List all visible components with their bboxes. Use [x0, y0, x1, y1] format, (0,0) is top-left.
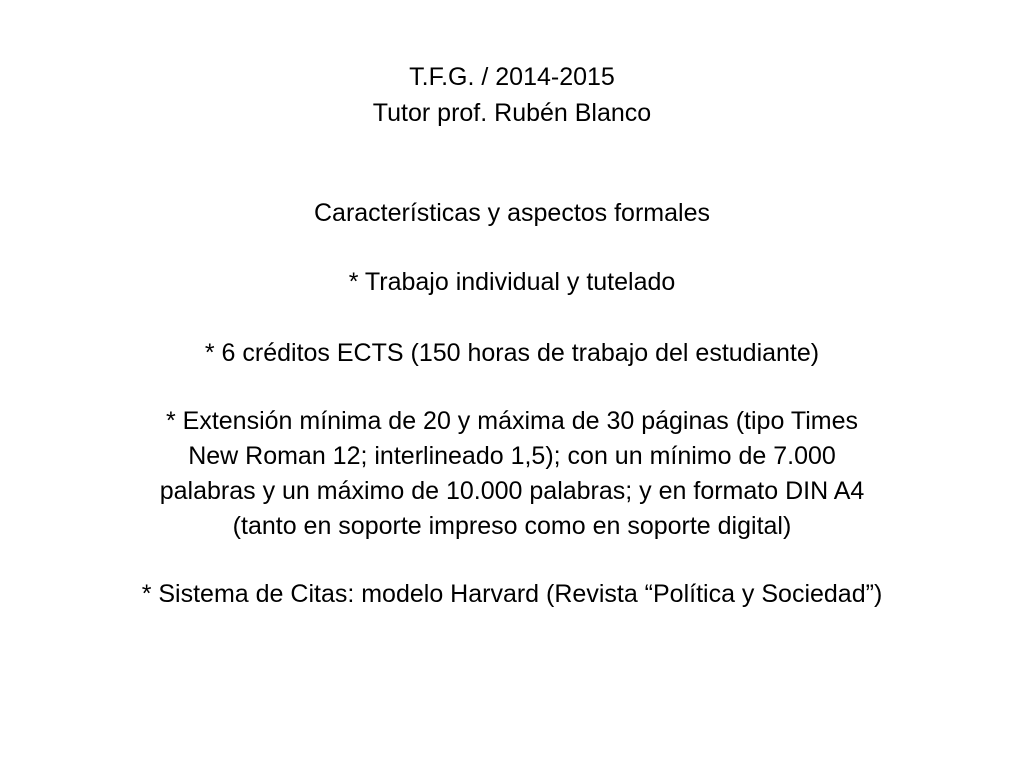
course-year: T.F.G. / 2014-2015: [409, 63, 615, 91]
bullet-ects-credits: * 6 créditos ECTS (150 horas de trabajo del estudiante): [204, 339, 820, 367]
tutor-name: Tutor prof. Rubén Blanco: [372, 99, 652, 127]
bullet-extension-line: (tanto en soporte impreso como en soporte digital): [232, 512, 792, 540]
bullet-extension-line: palabras y un máximo de 10.000 palabras; y en formato DIN A4: [159, 477, 865, 505]
section-title: Características y aspectos formales: [314, 199, 710, 227]
bullet-extension-line: * Extensión mínima de 20 y máxima de 30 páginas (tipo Times: [165, 407, 858, 435]
bullet-extension-line: New Roman 12; interlineado 1,5); con un mínimo de 7.000: [188, 442, 836, 470]
bullet-individual-work: * Trabajo individual y tutelado: [348, 268, 676, 296]
bullet-extension: [0, 404, 1024, 544]
bullet-citation-system: * Sistema de Citas: modelo Harvard (Revista “Política y Sociedad”): [141, 580, 883, 608]
